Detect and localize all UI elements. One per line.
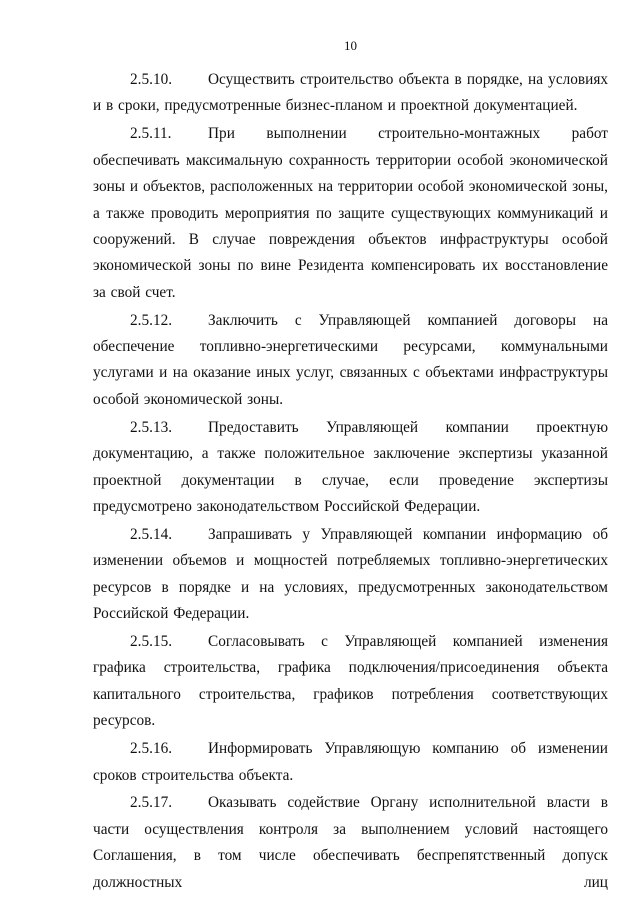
clause-2-5-14: [93, 522, 608, 628]
clause-2-5-13: [93, 415, 608, 521]
clause-text: Информировать Управляющую компанию об изменении сроков строительства объекта.: [93, 740, 608, 784]
clause-text: Заключить с Управляющей компанией договоры на обеспечение топливно-энергетическими ресурсами, коммунальными услугами и на оказание иных услуг, связанных с объектами инфраструктуры особой экономической зоны.: [93, 311, 608, 408]
clause-2-5-16: [93, 736, 608, 789]
clause-text: Согласовывать с Управляющей компанией изменения графика строительства, графика подключения/присоединения объекта капитального строительства, графиков потребления соответствующих ресурсов.: [93, 633, 608, 730]
clause-2-5-12: [93, 308, 608, 414]
page-number: 10: [344, 38, 357, 53]
clause-text: Запрашивать у Управляющей компании информацию об изменении объемов и мощностей потребляемых топливно-энергетических ресурсов в порядке и на условиях, предусмотренных законодательством Российской Федерации.: [93, 525, 608, 623]
clause-number: 2.5.11.: [130, 125, 172, 143]
clause-2-5-17: [93, 790, 608, 896]
clause-number: 2.5.16.: [130, 740, 173, 758]
clause-text: Оказывать содействие Органу исполнительной власти в части осуществления контроля за выполнением условий настоящего Соглашения, в том числе обеспечивать беспрепятственный допуск должностных лиц: [93, 794, 608, 891]
clause-number: 2.5.14.: [130, 525, 173, 543]
clause-2-5-11: [93, 121, 608, 306]
clause-text: При выполнении строительно-монтажных работ обеспечивать максимальную сохранность территории особой экономической зоны и объектов, расположенных на территории особой экономической зоны, а также проводить мероприятия по защите существующих коммуникаций и сооружений. В случае повреждения объектов инфраструктуры особой экономической зоны по вине Резидента компенсировать их восстановление за свой счет.: [93, 125, 608, 301]
clause-number: 2.5.13.: [130, 418, 173, 436]
document-page: [93, 38, 608, 898]
clause-text: Предоставить Управляющей компании проектную документацию, а также положительное заключение экспертизы указанной проектной документации в случае, если проведение экспертизы предусмотрено законодательством Российской Федерации.: [93, 418, 608, 515]
clause-2-5-10: [93, 67, 608, 120]
clause-number: 2.5.17.: [130, 794, 173, 812]
clause-number: 2.5.10.: [130, 71, 173, 88]
clause-number: 2.5.12.: [130, 311, 173, 329]
clause-text: Осуществить строительство объекта в порядке, на условиях и в сроки, предусмотренные бизнес-планом и проектной документацией.: [93, 71, 608, 115]
clause-number: 2.5.15.: [130, 633, 173, 651]
clause-2-5-15: [93, 629, 608, 735]
